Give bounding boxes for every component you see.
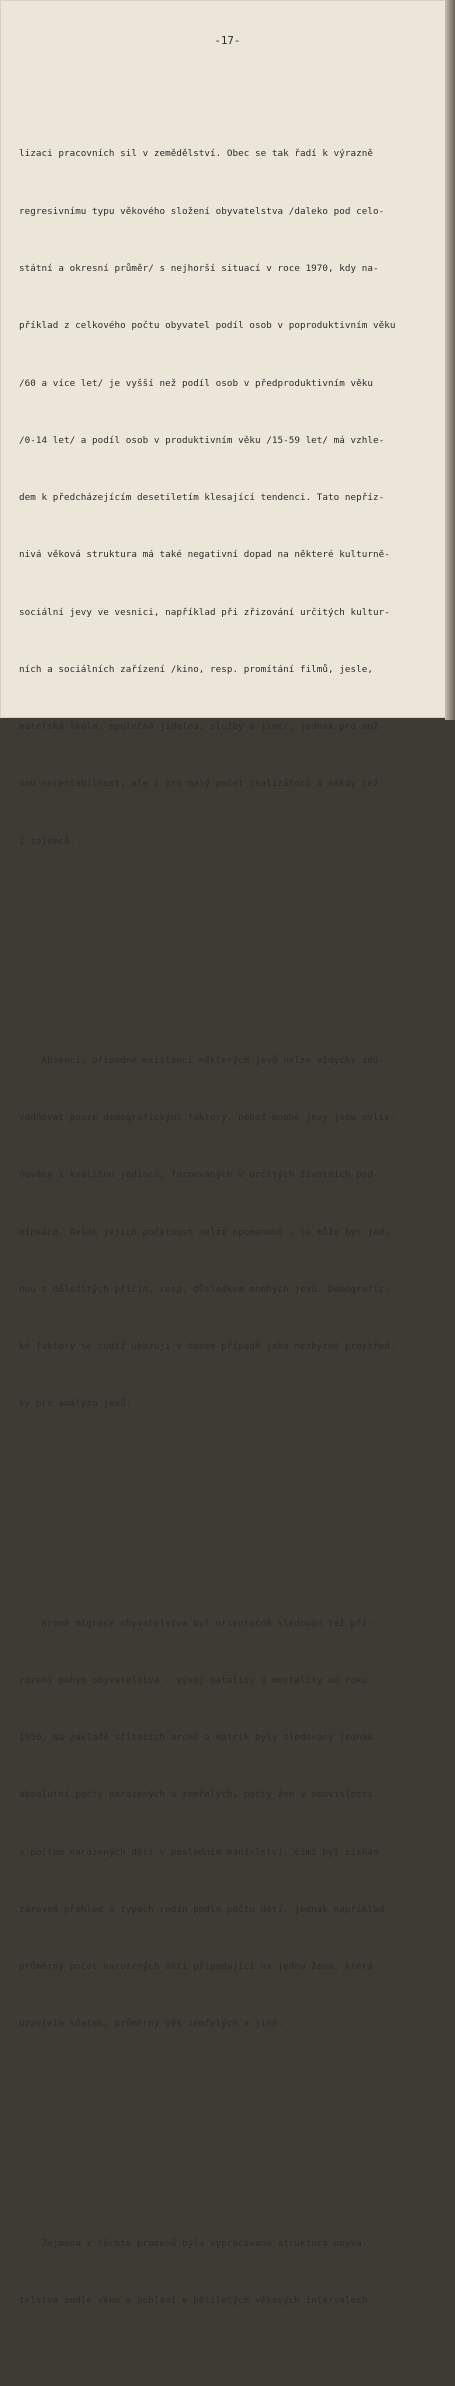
text-line: /60 a více let/ je vyšší než podíl osob v předproduktivním věku xyxy=(19,377,373,389)
text-line: ké faktory se tudíž ukazují v daném případě jako nezbytné prostřed- xyxy=(19,1341,396,1353)
text-line: mateřská škola, společná jídelna, služby a jiné/, jednak pro mož- xyxy=(19,721,385,733)
paragraph xyxy=(19,2195,424,2348)
text-line: lizaci pracovních sil v zemědělství. Obec se tak řadí k výrazně xyxy=(19,148,373,160)
text-line: nou z důležitých příčin, resp. důsledkem mnohých jevů. Demografic- xyxy=(19,1283,390,1295)
text-line: uzavřela sňatek, průměrný věk zemřelých a jiné. xyxy=(19,2018,284,2030)
text-line: i zájemců. xyxy=(19,835,76,847)
text-line: vodňovat pouze demografickými faktory, neboť mnohé jevy jsou ovliv- xyxy=(19,1112,396,1124)
text-line: 1950. Na základě sčítacích archů a matrik byly sledovány jednak xyxy=(19,1732,373,1744)
body-text xyxy=(19,68,424,2386)
text-line: ních a sociálních zařízení /kino, resp. promítání filmů, jesle, xyxy=(19,663,373,675)
paragraph xyxy=(19,1575,424,2071)
paragraph-gap xyxy=(19,946,424,955)
text-line: dem k předcházejícím desetiletím klesající tendenci. Tato nepříz- xyxy=(19,492,385,504)
text-line: rozený pohyb obyvatelstva - vývoj natality a mortality od roku xyxy=(19,1674,368,1686)
text-line: Absenci, případně existenci některých jevů nelze vždycky zdů- xyxy=(19,1054,385,1066)
paragraph xyxy=(19,106,424,889)
text-line: státní a okresní průměr/ s nejhorší situací v roce 1970, kdy na- xyxy=(19,262,379,274)
paragraph-gap xyxy=(19,1509,424,1518)
text-line: příklad z celkového počtu obyvatel podíl osob v poproduktivním věku xyxy=(19,320,396,332)
text-line: Kromě migrace obyvatelstva byl orientačně sledován též při- xyxy=(19,1617,373,1629)
text-line: průměrný počet narozených dětí připadající na jednu ženu, která xyxy=(19,1961,373,1973)
text-line: mínkách. Avšak jejich početnost nelze opomenout - ta může být jed- xyxy=(19,1226,390,1238)
text-line: nivá věková struktura má také negativní dopad na některé kulturně- xyxy=(19,549,390,561)
text-line: Zejména z těchto pramenů byla vypracována struktura obyva- xyxy=(19,2237,368,2249)
text-line: telstva podle věku a pohlaví v pětiletých věkových intervalech. xyxy=(19,2294,373,2306)
paragraph-gap xyxy=(19,2129,424,2138)
text-line: regresivnímu typu věkového složení obyvatelstva /daleko pod celo- xyxy=(19,205,385,217)
text-line: s počtem narozených dětí v posledním manželství, čímž byl získán xyxy=(19,1846,379,1858)
text-line: absolutní počty narozených a zemřelých, počty žen v souvislosti xyxy=(19,1789,373,1801)
paragraph xyxy=(19,1013,424,1452)
text-line: nou nerentabilnost, ale i pro malý počet realizátorů a někdy též xyxy=(19,778,379,790)
page-number: -17- xyxy=(214,35,241,47)
text-line: zároveň přehled o typech rodin podle počtu dětí, jednak například xyxy=(19,1903,385,1915)
page-edge-shadow xyxy=(445,0,455,720)
text-line: ky pro analýzu jevů. xyxy=(19,1398,132,1410)
text-line: ňovány i kvalitou jedinců, formovaných v určitých životních pod- xyxy=(19,1169,379,1181)
text-line: /0-14 let/ a podíl osob v produktivním věku /15-59 let/ má vzhle- xyxy=(19,434,385,446)
text-line: sociální jevy ve vesnici, například při zřizování určitých kultur- xyxy=(19,606,390,618)
